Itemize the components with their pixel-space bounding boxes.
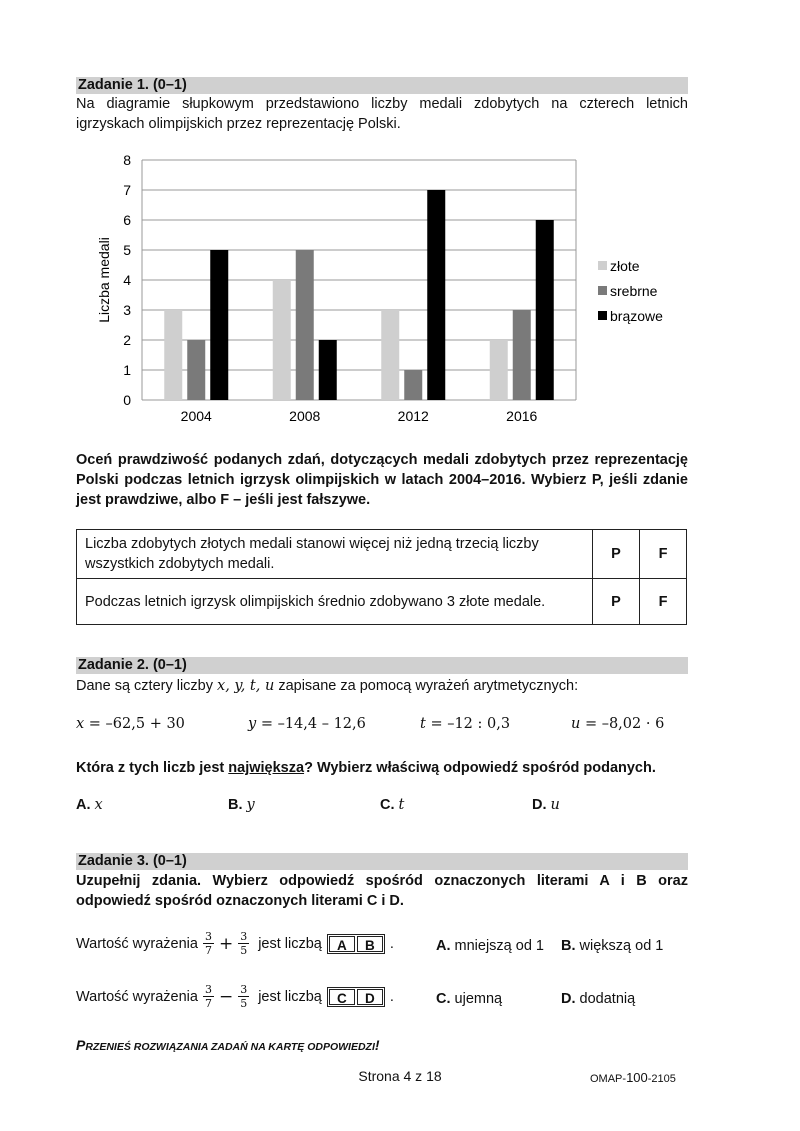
chart-y-ticks	[123, 152, 131, 408]
chart-x-ticks	[181, 408, 538, 424]
answer-d[interactable]: D. u	[532, 797, 560, 813]
y-tick-label: 5	[123, 242, 131, 258]
legend-label: złote	[610, 258, 640, 274]
task3-instruction: Uzupełnij zdania. Wybierz odpowiedź spośród oznaczonych literami A i B oraz odpowiedź spośród oznaczonych literami C i D.	[76, 873, 688, 909]
chart-y-label: Liczba medali	[96, 237, 112, 323]
x-tick-label: 2012	[397, 408, 429, 424]
x-tick-label: 2004	[180, 408, 212, 424]
y-tick-label: 3	[123, 302, 131, 318]
bar-srebrne-2016	[513, 310, 531, 400]
choice-a[interactable]: A	[329, 936, 355, 952]
task3-header: Zadanie 3. (0–1)	[76, 853, 688, 870]
chart-bars	[164, 190, 554, 400]
option-d[interactable]: D. dodatnią	[561, 991, 636, 1007]
bar-złote-2004	[164, 310, 182, 400]
bar-złote-2012	[381, 310, 399, 400]
y-tick-label: 7	[123, 182, 131, 198]
y-tick-label: 0	[123, 392, 131, 408]
legend-label: srebrne	[610, 283, 658, 299]
bar-srebrne-2004	[187, 340, 205, 400]
y-tick-label: 4	[123, 272, 131, 288]
task3-row-1: Wartość wyrażenia $\frac{3}{7}$ + $\frac{3}{5}$ jest liczbą A B .	[76, 930, 394, 957]
statement-1-p[interactable]: P	[593, 530, 640, 579]
chart-legend	[598, 258, 663, 324]
task3-row-2: Wartość wyrażenia $\frac{3}{7}$ − $\frac{3}{5}$ jest liczbą C D .	[76, 983, 394, 1010]
fraction: $\frac{3}{7}$	[204, 983, 212, 1010]
choice-box-cd	[327, 987, 385, 1007]
task2-question: Która z tych liczb jest największa? Wybierz właściwą odpowiedź spośród podanych.	[76, 760, 656, 776]
option-b[interactable]: B. większą od 1	[561, 938, 664, 954]
y-tick-label: 8	[123, 152, 131, 168]
statement-1: Liczba zdobytych złotych medali stanowi więcej niż jedną trzecią liczby wszystkich zdobytych medali.	[77, 530, 593, 579]
answer-c[interactable]: C. t	[380, 797, 405, 813]
legend-swatch	[598, 261, 607, 270]
x-tick-label: 2016	[506, 408, 538, 424]
expression-t: t = –12 : 0,3	[420, 716, 511, 732]
bar-złote-2016	[490, 340, 508, 400]
answer-b[interactable]: B. y	[228, 797, 255, 813]
y-tick-label: 2	[123, 332, 131, 348]
fraction: $\frac{3}{7}$	[204, 930, 212, 957]
table-row	[77, 530, 687, 579]
option-a[interactable]: A. mniejszą od 1	[436, 938, 544, 954]
fraction: $\frac{3}{5}$	[240, 930, 248, 957]
table-row	[77, 579, 687, 625]
y-tick-label: 1	[123, 362, 131, 378]
medal-bar-chart	[85, 148, 685, 438]
statement-2: Podczas letnich igrzysk olimpijskich średnio zdobywano 3 złote medale.	[77, 579, 593, 625]
expression-y: y = –14,4 – 12,6	[248, 716, 366, 732]
choice-c[interactable]: C	[329, 989, 355, 1005]
answer-a[interactable]: A. x	[76, 797, 103, 813]
x-tick-label: 2008	[289, 408, 321, 424]
legend-swatch	[598, 286, 607, 295]
bar-brązowe-2008	[319, 340, 337, 400]
task2-header: Zadanie 2. (0–1)	[76, 657, 688, 674]
task1-intro: Na diagramie słupkowym przedstawiono liczby medali zdobytych na czterech letnich igrzyskach olimpijskich przez reprezentację Polski.	[76, 96, 688, 132]
option-c[interactable]: C. ujemną	[436, 991, 503, 1007]
page-number: Strona 4 z 18	[358, 1068, 442, 1084]
legend-label: brązowe	[610, 308, 663, 324]
choice-b[interactable]: B	[357, 936, 383, 952]
bar-srebrne-2008	[296, 250, 314, 400]
bar-brązowe-2004	[210, 250, 228, 400]
statement-2-p[interactable]: P	[593, 579, 640, 625]
fraction: $\frac{3}{5}$	[240, 983, 248, 1010]
legend-swatch	[598, 311, 607, 320]
bar-brązowe-2016	[536, 220, 554, 400]
task1-instruction: Oceń prawdziwość podanych zdań, dotyczących medali zdobytych przez reprezentację Polski podczas letnich igrzysk olimpijskich w latach 2004–2016. Wybierz P, jeśli zdanie jest prawdziwe, albo F – jeśli jest fałszywe.	[76, 452, 688, 508]
choice-d[interactable]: D	[357, 989, 383, 1005]
task1-header: Zadanie 1. (0–1)	[76, 77, 688, 94]
chart-grid	[142, 160, 576, 400]
task2-intro: Dane są cztery liczby x, y, t, u zapisane za pomocą wyrażeń arytmetycznych:	[76, 678, 579, 694]
bar-brązowe-2012	[427, 190, 445, 400]
statement-2-f[interactable]: F	[640, 579, 687, 625]
choice-box-ab	[327, 934, 385, 954]
expression-x: x = –62,5 + 30	[76, 716, 185, 732]
expression-u: u = –8,02 · 6	[571, 716, 665, 732]
statements-table	[76, 529, 687, 625]
bar-złote-2008	[273, 280, 291, 400]
exam-code: OMAP-100-2105	[590, 1070, 676, 1085]
y-tick-label: 6	[123, 212, 131, 228]
statement-1-f[interactable]: F	[640, 530, 687, 579]
transfer-notice: PRZENIEŚ ROZWIĄZANIA ZADAŃ NA KARTĘ ODPOWIEDZI!	[76, 1037, 380, 1053]
bar-srebrne-2012	[404, 370, 422, 400]
